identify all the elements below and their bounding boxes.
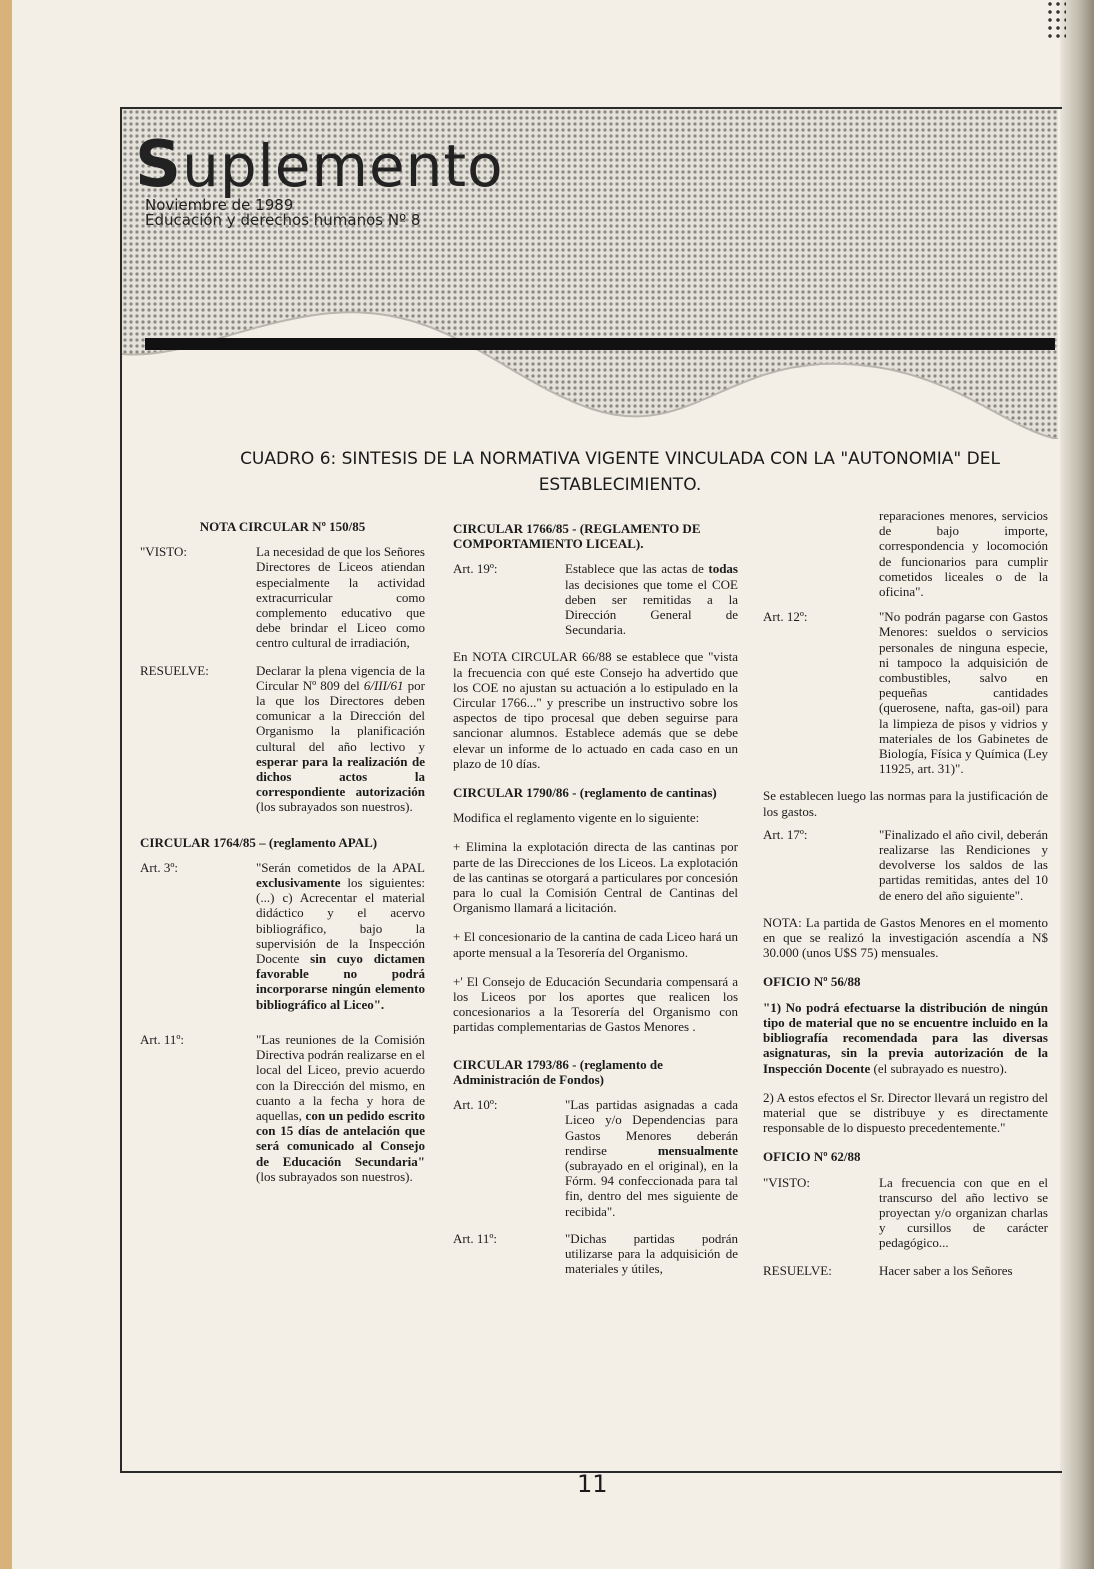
page-left-edge: [0, 0, 12, 1569]
section-heading: CIRCULAR 1766/85 - (REGLAMENTO DE COMPORTAMIENTO LICEAL).: [453, 521, 701, 552]
entry-text: Establece que las actas de todas las decisiones que tome el COE deben ser remitidas a la Dirección General de Secundaria.: [565, 561, 738, 638]
norm-entry: [140, 544, 425, 650]
entry-label: RESUELVE:: [763, 1262, 832, 1278]
section-heading: NOTA CIRCULAR Nº 150/85: [199, 519, 366, 534]
norm-entry: [763, 827, 1048, 903]
norm-entry: [140, 1032, 425, 1184]
norm-entry: [453, 1097, 738, 1219]
paragraph: NOTA: La partida de Gastos Menores en el momento en que se realizó la investigación ascendía a N$ 30.000 (unos U$S 75) mensuales.: [763, 914, 1048, 961]
column-left: [140, 519, 425, 1196]
page-number: 11: [577, 1470, 608, 1498]
entry-text: reparaciones menores, servicios de bajo importe, correspondencia y locomoción de funcionarios para cumplir cometidos liceales o de la oficina".: [879, 508, 1048, 600]
page-binding-edge: [1060, 0, 1094, 1569]
norm-entry: [763, 609, 1048, 776]
section-heading: CIRCULAR 1764/85 – (reglamento APAL): [140, 834, 378, 850]
entry-label: Art. 17º:: [763, 826, 808, 842]
paragraph: Modifica el reglamento vigente en lo siguiente:: [453, 810, 700, 826]
entry-label: "VISTO:: [763, 1174, 810, 1190]
section-heading: OFICIO Nº 62/88: [763, 1149, 861, 1165]
norm-entry: [763, 1175, 1048, 1251]
entry-label: Art. 12º:: [763, 609, 808, 625]
table-caption-line2: ESTABLECIMIENTO.: [538, 475, 702, 495]
paragraph: + Elimina la explotación directa de las cantinas por parte de las Direcciones de los Liceos. La explotación de las cantinas se otorgará a particulares por concesión para lo cual la Comisión Central de Cantinas del Organismo llamará a licitación.: [453, 839, 738, 916]
paragraph: En NOTA CIRCULAR 66/88 se establece que "vista la frecuencia con qué este Consejo ha advertido que los COE no ajustan su actuación a lo estipulado en la Circular 1766..." y prescribe un instructivo sobre los aspectos de tipo procesal que deben seguirse para sancionar alumnos. Establece además que se debe elevar un informe de lo actuado en cada caso en un plazo de 10 días.: [453, 649, 738, 771]
entry-label: "VISTO:: [140, 544, 187, 560]
paragraph: + El concesionario de la cantina de cada Liceo hará un aporte mensual a la Tesorería del Organismo.: [453, 929, 738, 960]
column-middle: [453, 521, 738, 1288]
entry-label: Art. 11º:: [140, 1031, 184, 1047]
entry-text: Declarar la plena vigencia de la Circular Nº 809 del 6/III/61 por la que los Directores deben comunicar a la Dirección del Organismo la planificación cultural del año lectivo y esperar para la realización de dichos actos la correspondiente autorización (los subrayados son nuestros).: [256, 662, 425, 815]
paragraph: 2) A estos efectos el Sr. Director llevará un registro del material que se distribuye y es directamente responsable de lo dispuesto precedentemente.": [763, 1089, 1048, 1136]
paragraph: "1) No podrá efectuarse la distribución de ningún tipo de material que no se encuentre incluido en la bibliografía recomendada para las diversas asignaturas, sin la previa autorización de la Inspección Docente (el subrayado es nuestro).: [763, 999, 1048, 1076]
norm-entry: [763, 1263, 1048, 1278]
entry-text: Hacer saber a los Señores: [879, 1262, 1013, 1278]
section-heading: CIRCULAR 1790/86 - (reglamento de cantinas): [453, 785, 717, 801]
section-heading: OFICIO Nº 56/88: [763, 974, 861, 990]
table-caption: [150, 446, 1090, 498]
supplement-title: Suplemento: [135, 128, 504, 202]
norm-entry: [140, 860, 425, 1012]
norm-entry: [453, 1231, 738, 1277]
entry-label: Art. 19º:: [453, 561, 498, 577]
entry-text: "Las reuniones de la Comisión Directiva podrán realizarse en el local del Liceo, previo acuerdo con la Dirección del mismo, en cuanto a la fecha y hora de aquellas, con un pedido escrito con 15 días de antelación que será comunicado al Consejo de Educación Secundaria" (los subrayados son nuestros).: [256, 1031, 425, 1184]
norm-entry: [453, 561, 738, 637]
column-right: [763, 508, 1048, 1290]
entry-text: La frecuencia con que en el transcurso del año lectivo se proyectan y/o organizan charlas y cursillos de carácter pedagógico...: [879, 1174, 1048, 1251]
entry-label: RESUELVE:: [140, 662, 209, 678]
section-heading: CIRCULAR 1793/86 - (reglamento de Administración de Fondos): [453, 1056, 663, 1087]
paragraph: +' El Consejo de Educación Secundaria compensará a los Liceos por los aportes que realicen los concesionarios a la Tesorería del Organismo con partidas complementarias de Gastos Menores .: [453, 973, 738, 1035]
entry-text: "No podrán pagarse con Gastos Menores: sueldos o servicios personales de ninguna especie, ni tampoco la adquisición de combustibles, salvo en pequeñas cantidades (querosene, nafta, gas-oil) para la limpieza de pisos y vidrios y materiales de los Gabinetes de Biología, Física y Química (Ley 11925, art. 31)".: [879, 609, 1048, 777]
norm-entry: [140, 663, 425, 815]
supplement-subtitle: [145, 198, 420, 228]
table-caption-line1: CUADRO 6: SINTESIS DE LA NORMATIVA VIGENTE VINCULADA CON LA "AUTONOMIA" DEL: [240, 449, 1000, 469]
entry-text: La necesidad de que los Señores Directores de Liceos atiendan especialmente la actividad extracurricular como complemento educativo que debe brindar el Liceo como centro cultural de irradiación,: [256, 544, 425, 651]
issue-series: Educación y derechos humanos Nº 8: [145, 211, 421, 229]
entry-text: "Dichas partidas podrán utilizarse para la adquisición de materiales y útiles,: [565, 1230, 738, 1277]
entry-label: Art. 10º:: [453, 1097, 498, 1113]
entry-label: Art. 3º:: [140, 859, 178, 875]
norm-entry-continued: [763, 508, 1048, 599]
entry-text: "Serán cometidos de la APAL exclusivamente los siguientes:(...) c) Acrecentar el material didáctico y el acervo bibliográfico, bajo la supervisión de la Inspección Docente sin cuyo dictamen favorable no podrá incorporarse ningún elemento bibliográfico al Liceo".: [256, 859, 426, 1012]
issue-date: Noviembre de 1989: [145, 196, 294, 214]
paragraph: Se establecen luego las normas para la justificación de los gastos.: [763, 788, 1048, 819]
entry-text: "Finalizado el año civil, deberán realizarse las Rendiciones y devolverse los saldos de las partidas remitidas, antes del 10 de enero del año siguiente".: [879, 826, 1048, 903]
entry-label: Art. 11º:: [453, 1230, 497, 1246]
header-divider-bar: [145, 338, 1055, 350]
halftone-mark: [1046, 0, 1066, 40]
entry-text: "Las partidas asignadas a cada Liceo y/o Dependencias para Gastos Menores deberán rendirse mensualmente (subrayado en el original), en la Fórm. 94 confeccionada para tal fin, dentro del mes siguiente de recibida".: [565, 1097, 738, 1219]
